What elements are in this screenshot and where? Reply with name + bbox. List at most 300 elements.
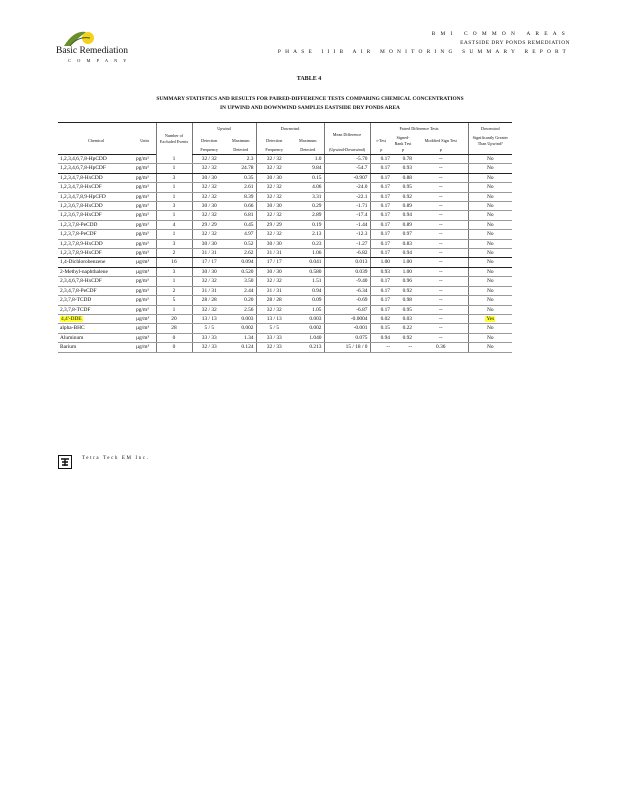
cell-sig: No bbox=[468, 249, 512, 258]
cell-ms-p: 0.36 bbox=[414, 343, 468, 352]
cell-up-freq: 32 / 33 bbox=[192, 343, 226, 352]
cell-up-freq: 30 / 30 bbox=[192, 267, 226, 276]
cell-up-freq: 30 / 30 bbox=[192, 173, 226, 182]
cell-dn-freq: 31 / 31 bbox=[256, 286, 292, 295]
cell-sig: No bbox=[468, 277, 512, 286]
col-signed-rank: Signed-Rank Test bbox=[394, 135, 412, 146]
cell-ms-p: -- bbox=[414, 324, 468, 333]
table-row bbox=[58, 220, 512, 229]
cell-mean-diff: -9.40 bbox=[324, 277, 370, 286]
cell-ms-p: -- bbox=[414, 155, 468, 164]
cell-mean-diff: 15 / 18 / 0 bbox=[324, 343, 370, 352]
cell-up-max: 0.520 bbox=[226, 267, 256, 276]
cell-up-freq: 31 / 31 bbox=[192, 286, 226, 295]
col-t-test: t-Test bbox=[370, 135, 392, 146]
cell-dn-freq: 32 / 32 bbox=[256, 230, 292, 239]
table-row bbox=[58, 296, 512, 305]
cell-up-freq: 17 / 17 bbox=[192, 258, 226, 267]
cell-chemical: 1,2,3,4,6,7,8-HpCDD bbox=[58, 155, 134, 164]
company-logo bbox=[56, 26, 146, 64]
cell-t-p: 0.17 bbox=[370, 296, 392, 305]
cell-t-p: 0.17 bbox=[370, 183, 392, 192]
tetra-tech-logo-icon bbox=[58, 455, 72, 469]
cell-excluded: 1 bbox=[156, 192, 192, 201]
cell-up-freq: 32 / 32 bbox=[192, 230, 226, 239]
company-name: Basic Remediation bbox=[56, 46, 129, 56]
cell-ms-p: -- bbox=[414, 173, 468, 182]
cell-mean-diff: -1.44 bbox=[324, 220, 370, 229]
cell-dn-max: 2.89 bbox=[292, 211, 324, 220]
cell-dn-freq: 5 / 5 bbox=[256, 324, 292, 333]
cell-up-max: 0.094 bbox=[226, 258, 256, 267]
cell-excluded: 1 bbox=[156, 211, 192, 220]
cell-dn-max: 0.580 bbox=[292, 267, 324, 276]
cell-sr-p: 0.89 bbox=[392, 202, 414, 211]
cell-chemical: 2,3,4,6,7,8-HxCDF bbox=[58, 277, 134, 286]
cell-t-p: 0.17 bbox=[370, 305, 392, 314]
cell-excluded: 1 bbox=[156, 230, 192, 239]
cell-ms-p: -- bbox=[414, 314, 468, 323]
cell-ms-p: -- bbox=[414, 164, 468, 173]
legend-text: Tetra Tech EM Inc. bbox=[82, 456, 150, 461]
legend bbox=[58, 455, 198, 469]
cell-dn-freq: 32 / 32 bbox=[256, 277, 292, 286]
table-row bbox=[58, 286, 512, 295]
table-row bbox=[58, 305, 512, 314]
cell-dn-max: 1.06 bbox=[292, 249, 324, 258]
table-title-line-1: SUMMARY STATISTICS AND RESULTS FOR PAIRED-DIFFERENCE TESTS COMPARING CHEMICAL CONCENTRATIONS bbox=[156, 96, 464, 102]
cell-excluded: 0 bbox=[156, 343, 192, 352]
cell-units: pg/m³ bbox=[134, 286, 156, 295]
cell-sr-p: 0.96 bbox=[392, 277, 414, 286]
cell-dn-max: 0.19 bbox=[292, 220, 324, 229]
cell-up-max: 3.50 bbox=[226, 277, 256, 286]
cell-units: pg/m³ bbox=[134, 239, 156, 248]
cell-up-max: 0.52 bbox=[226, 239, 256, 248]
cell-chemical: 1,2,3,7,8-PeCDD bbox=[58, 220, 134, 229]
cell-sr-p: 0.88 bbox=[392, 173, 414, 182]
cell-sr-p: 0.78 bbox=[392, 155, 414, 164]
cell-units: pg/m³ bbox=[134, 296, 156, 305]
cell-t-p: 0.17 bbox=[370, 249, 392, 258]
col-up-detection: Detection bbox=[192, 135, 226, 146]
cell-up-max: 0.35 bbox=[226, 173, 256, 182]
cell-chemical: 1,2,3,6,7,8-HxCDF bbox=[58, 211, 134, 220]
cell-units: pg/m³ bbox=[134, 249, 156, 258]
cell-chemical: Barium bbox=[58, 343, 134, 352]
cell-t-p: 0.17 bbox=[370, 220, 392, 229]
cell-mean-diff: -0.69 bbox=[324, 296, 370, 305]
table-row bbox=[58, 230, 512, 239]
table-row bbox=[58, 258, 512, 267]
cell-t-p: 0.17 bbox=[370, 155, 392, 164]
cell-chemical: 1,2,3,7,8,9-HxCDF bbox=[58, 249, 134, 258]
cell-excluded: 1 bbox=[156, 155, 192, 164]
cell-up-freq: 30 / 30 bbox=[192, 202, 226, 211]
cell-ms-p: -- bbox=[414, 296, 468, 305]
cell-ms-p: -- bbox=[414, 211, 468, 220]
cell-excluded: 1 bbox=[156, 164, 192, 173]
col-upwind-downwind: (Upwind-Downwind) bbox=[324, 146, 370, 155]
cell-units: pg/m³ bbox=[134, 220, 156, 229]
cell-dn-max: 0.09 bbox=[292, 296, 324, 305]
col-t-p: p bbox=[370, 146, 392, 155]
cell-dn-freq: 31 / 31 bbox=[256, 249, 292, 258]
cell-up-freq: 32 / 32 bbox=[192, 155, 226, 164]
cell-mean-diff: -0.001 bbox=[324, 324, 370, 333]
cell-dn-freq: 33 / 33 bbox=[256, 333, 292, 342]
cell-up-freq: 29 / 29 bbox=[192, 220, 226, 229]
col-ms-p: p bbox=[414, 146, 468, 155]
cell-ms-p: -- bbox=[414, 202, 468, 211]
col-sig-greater: Significantly Greater Than Upwind? bbox=[468, 135, 512, 146]
cell-excluded: 20 bbox=[156, 314, 192, 323]
cell-up-max: 1.34 bbox=[226, 333, 256, 342]
cell-dn-max: 9.84 bbox=[292, 164, 324, 173]
header-blank bbox=[58, 123, 134, 136]
cell-dn-freq: 32 / 32 bbox=[256, 211, 292, 220]
cell-sig: No bbox=[468, 192, 512, 201]
cell-sig: No bbox=[468, 220, 512, 229]
col-dn-detected: Detected bbox=[292, 146, 324, 155]
table-row bbox=[58, 267, 512, 276]
cell-chemical: 2-Methyl-naphthalene bbox=[58, 267, 134, 276]
cell-t-p: 0.17 bbox=[370, 211, 392, 220]
cell-mean-diff: -0.907 bbox=[324, 173, 370, 182]
cell-excluded: 3 bbox=[156, 239, 192, 248]
cell-ms-p: -- bbox=[414, 267, 468, 276]
cell-chemical: 1,2,3,4,7,8,9-HpCFD bbox=[58, 192, 134, 201]
cell-sig bbox=[468, 314, 512, 323]
cell-t-p: 0.17 bbox=[370, 173, 392, 182]
cell-excluded: 16 bbox=[156, 258, 192, 267]
cell-mean-diff: -54.7 bbox=[324, 164, 370, 173]
cell-chemical: alpha-BHC bbox=[58, 324, 134, 333]
cell-dn-max: 1.51 bbox=[292, 277, 324, 286]
cell-dn-freq: 30 / 30 bbox=[256, 239, 292, 248]
cell-chemical bbox=[58, 314, 134, 323]
cell-mean-diff: -12.3 bbox=[324, 230, 370, 239]
cell-sig: No bbox=[468, 343, 512, 352]
table-row bbox=[58, 173, 512, 182]
col-units: Units bbox=[140, 137, 150, 143]
cell-dn-freq: 30 / 30 bbox=[256, 202, 292, 211]
cell-mean-diff: -6.87 bbox=[324, 305, 370, 314]
cell-sr-p: 1.00 bbox=[392, 267, 414, 276]
cell-ms-p: -- bbox=[414, 286, 468, 295]
cell-mean-diff: -6.34 bbox=[324, 286, 370, 295]
cell-dn-freq: 32 / 32 bbox=[256, 305, 292, 314]
cell-sig: No bbox=[468, 230, 512, 239]
cell-sig: No bbox=[468, 183, 512, 192]
cell-chemical: 1,2,3,6,7,8-HxCDD bbox=[58, 202, 134, 211]
cell-up-max: 4.97 bbox=[226, 230, 256, 239]
cell-units: pg/m³ bbox=[134, 230, 156, 239]
col-chemical: Chemical bbox=[87, 137, 105, 143]
cell-mean-diff: -1.27 bbox=[324, 239, 370, 248]
cell-dn-freq: 17 / 17 bbox=[256, 258, 292, 267]
cell-chemical: 1,4-Dichlorobenzene bbox=[58, 258, 134, 267]
cell-sr-p: 0.92 bbox=[392, 333, 414, 342]
cell-units: pg/m³ bbox=[134, 173, 156, 182]
cell-ms-p: -- bbox=[414, 239, 468, 248]
cell-up-max: 24.78 bbox=[226, 164, 256, 173]
cell-up-max: 0.66 bbox=[226, 202, 256, 211]
cell-chemical: 1,2,3,4,6,7,8-HpCDF bbox=[58, 164, 134, 173]
cell-chemical: 1,2,3,7,8-PeCDF bbox=[58, 230, 134, 239]
cell-up-max: 2.61 bbox=[226, 183, 256, 192]
cell-sr-p: 0.92 bbox=[392, 192, 414, 201]
cell-up-max: 6.81 bbox=[226, 211, 256, 220]
cell-t-p: 0.94 bbox=[370, 333, 392, 342]
header-line-2: EASTSIDE DRY PONDS REMEDIATION bbox=[460, 40, 570, 46]
cell-dn-max: 0.15 bbox=[292, 173, 324, 182]
cell-dn-max: 2.13 bbox=[292, 230, 324, 239]
table-row bbox=[58, 211, 512, 220]
col-excluded: Number of Excluded Events bbox=[156, 123, 192, 155]
cell-dn-freq: 32 / 32 bbox=[256, 183, 292, 192]
header-line-3: PHASE IIIB AIR MONITORING SUMMARY REPORT bbox=[277, 49, 570, 55]
cell-t-p: -- bbox=[370, 343, 392, 352]
cell-sig: No bbox=[468, 305, 512, 314]
table-row bbox=[58, 249, 512, 258]
cell-excluded: 3 bbox=[156, 173, 192, 182]
cell-chemical: 1,2,3,7,8,9-HxCDD bbox=[58, 239, 134, 248]
cell-units: pg/m³ bbox=[134, 164, 156, 173]
cell-sig: No bbox=[468, 258, 512, 267]
cell-dn-max: 0.29 bbox=[292, 202, 324, 211]
cell-mean-diff: -17.4 bbox=[324, 211, 370, 220]
header-line-1: BMI COMMON AREAS bbox=[431, 31, 570, 37]
cell-dn-freq: 13 / 13 bbox=[256, 314, 292, 323]
cell-up-max: 0.003 bbox=[226, 314, 256, 323]
cell-sr-p: 0.94 bbox=[392, 249, 414, 258]
col-sr-p: p bbox=[392, 146, 414, 155]
cell-ms-p: -- bbox=[414, 183, 468, 192]
cell-sig: No bbox=[468, 239, 512, 248]
table-row bbox=[58, 343, 512, 352]
cell-units: pg/m³ bbox=[134, 305, 156, 314]
cell-sig: No bbox=[468, 155, 512, 164]
cell-units: pg/m³ bbox=[134, 192, 156, 201]
cell-up-freq: 31 / 31 bbox=[192, 249, 226, 258]
cell-excluded: 4 bbox=[156, 220, 192, 229]
table-row bbox=[58, 192, 512, 201]
col-up-detected: Detected bbox=[226, 146, 256, 155]
col-upwind: Upwind bbox=[192, 123, 256, 136]
col-mean-diff: Mean Difference bbox=[324, 123, 370, 147]
col-dn-maximum: Maximum bbox=[299, 137, 317, 143]
cell-t-p: 0.17 bbox=[370, 286, 392, 295]
cell-mean-diff: -1.71 bbox=[324, 202, 370, 211]
table-row bbox=[58, 333, 512, 342]
cell-chemical: 1,2,3,4,7,8-HxCDF bbox=[58, 183, 134, 192]
cell-sig: No bbox=[468, 164, 512, 173]
cell-chemical: 1,2,3,4,7,8-HxCDD bbox=[58, 173, 134, 182]
cell-sr-p: -- bbox=[392, 343, 414, 352]
cell-dn-max: 0.002 bbox=[292, 324, 324, 333]
cell-up-max: 0.124 bbox=[226, 343, 256, 352]
cell-excluded: 5 bbox=[156, 296, 192, 305]
cell-up-max: 2.62 bbox=[226, 249, 256, 258]
cell-sr-p: 0.95 bbox=[392, 305, 414, 314]
cell-ms-p: -- bbox=[414, 249, 468, 258]
cell-sig: No bbox=[468, 211, 512, 220]
cell-excluded: 3 bbox=[156, 267, 192, 276]
cell-sr-p: 0.03 bbox=[392, 314, 414, 323]
cell-ms-p: -- bbox=[414, 192, 468, 201]
cell-sig: No bbox=[468, 286, 512, 295]
cell-excluded: 0 bbox=[156, 333, 192, 342]
cell-dn-freq: 29 / 29 bbox=[256, 220, 292, 229]
cell-mean-diff: -6.82 bbox=[324, 249, 370, 258]
col-downwind-sig: Downwind bbox=[468, 123, 512, 136]
col-up-frequency: Frequency bbox=[192, 146, 226, 155]
cell-t-p: 1.00 bbox=[370, 258, 392, 267]
cell-ms-p: -- bbox=[414, 305, 468, 314]
cell-mean-diff: -24.0 bbox=[324, 183, 370, 192]
cell-units: µg/m³ bbox=[134, 258, 156, 267]
cell-t-p: 0.15 bbox=[370, 324, 392, 333]
cell-units: µg/m³ bbox=[134, 324, 156, 333]
col-modified-sign: Modified Sign Test bbox=[424, 137, 457, 143]
cell-excluded: 28 bbox=[156, 324, 192, 333]
cell-up-freq: 32 / 32 bbox=[192, 192, 226, 201]
cell-sr-p: 0.98 bbox=[392, 296, 414, 305]
highlight-mark: Yes bbox=[486, 315, 495, 322]
cell-t-p: 0.17 bbox=[370, 230, 392, 239]
cell-chemical: 2,3,7,8-TCDD bbox=[58, 296, 134, 305]
cell-excluded: 2 bbox=[156, 249, 192, 258]
cell-up-max: 0.002 bbox=[226, 324, 256, 333]
cell-dn-max: 3.31 bbox=[292, 192, 324, 201]
cell-t-p: 0.17 bbox=[370, 277, 392, 286]
cell-sr-p: 1.00 bbox=[392, 258, 414, 267]
cell-sr-p: 0.93 bbox=[392, 164, 414, 173]
cell-t-p: 0.02 bbox=[370, 314, 392, 323]
cell-chemical: 2,3,4,7,8-PeCDF bbox=[58, 286, 134, 295]
cell-dn-max: 0.003 bbox=[292, 314, 324, 323]
cell-sr-p: 0.95 bbox=[392, 183, 414, 192]
cell-up-freq: 13 / 13 bbox=[192, 314, 226, 323]
table-row bbox=[58, 277, 512, 286]
cell-dn-max: 0.23 bbox=[292, 239, 324, 248]
cell-up-max: 2.44 bbox=[226, 286, 256, 295]
cell-mean-diff: 0.013 bbox=[324, 258, 370, 267]
cell-units: µg/m³ bbox=[134, 314, 156, 323]
cell-mean-diff: 0.075 bbox=[324, 333, 370, 342]
cell-up-max: 2.3 bbox=[226, 155, 256, 164]
cell-excluded: 1 bbox=[156, 277, 192, 286]
cell-up-freq: 33 / 33 bbox=[192, 333, 226, 342]
cell-dn-max: 0.041 bbox=[292, 258, 324, 267]
cell-mean-diff: -22.1 bbox=[324, 192, 370, 201]
cell-sig: No bbox=[468, 296, 512, 305]
cell-chemical: 2,3,7,8-TCDF bbox=[58, 305, 134, 314]
table-row bbox=[58, 155, 512, 164]
cell-sr-p: 0.89 bbox=[392, 220, 414, 229]
cell-up-max: 0.45 bbox=[226, 220, 256, 229]
cell-up-freq: 32 / 32 bbox=[192, 305, 226, 314]
cell-dn-freq: 32 / 33 bbox=[256, 343, 292, 352]
summary-table bbox=[58, 122, 512, 353]
table-row bbox=[58, 164, 512, 173]
cell-sr-p: 0.97 bbox=[392, 230, 414, 239]
cell-up-freq: 32 / 32 bbox=[192, 277, 226, 286]
cell-dn-freq: 32 / 32 bbox=[256, 164, 292, 173]
cell-up-freq: 28 / 28 bbox=[192, 296, 226, 305]
col-downwind: Downwind bbox=[256, 123, 324, 136]
cell-t-p: 0.17 bbox=[370, 164, 392, 173]
cell-units: µg/m³ bbox=[134, 267, 156, 276]
cell-dn-max: 0.94 bbox=[292, 286, 324, 295]
cell-dn-max: 0.213 bbox=[292, 343, 324, 352]
cell-chemical: Aluminum bbox=[58, 333, 134, 342]
cell-dn-freq: 30 / 30 bbox=[256, 267, 292, 276]
company-line: C O M P A N Y bbox=[68, 58, 129, 63]
cell-up-max: 2.56 bbox=[226, 305, 256, 314]
cell-dn-freq: 32 / 32 bbox=[256, 155, 292, 164]
cell-units: µg/m³ bbox=[134, 333, 156, 342]
cell-dn-freq: 32 / 32 bbox=[256, 192, 292, 201]
cell-ms-p: -- bbox=[414, 230, 468, 239]
cell-units: pg/m³ bbox=[134, 211, 156, 220]
cell-ms-p: -- bbox=[414, 277, 468, 286]
table-label: TABLE 4 bbox=[296, 76, 322, 82]
table-row bbox=[58, 239, 512, 248]
cell-ms-p: -- bbox=[414, 220, 468, 229]
col-dn-detection: Detection bbox=[256, 135, 292, 146]
cell-sr-p: 0.83 bbox=[392, 239, 414, 248]
cell-sig: No bbox=[468, 324, 512, 333]
col-dn-frequency: Frequency bbox=[256, 146, 292, 155]
cell-sig: No bbox=[468, 173, 512, 182]
cell-sr-p: 0.22 bbox=[392, 324, 414, 333]
cell-units: pg/m³ bbox=[134, 183, 156, 192]
cell-up-freq: 32 / 32 bbox=[192, 211, 226, 220]
cell-sig: No bbox=[468, 267, 512, 276]
cell-sr-p: 0.92 bbox=[392, 286, 414, 295]
cell-excluded: 1 bbox=[156, 305, 192, 314]
table-title bbox=[80, 95, 540, 113]
cell-t-p: 0.93 bbox=[370, 267, 392, 276]
cell-mean-diff: -0.0004 bbox=[324, 314, 370, 323]
table-row bbox=[58, 183, 512, 192]
col-up-maximum: Maximum bbox=[232, 137, 250, 143]
cell-excluded: 1 bbox=[156, 183, 192, 192]
table-row bbox=[58, 324, 512, 333]
cell-mean-diff: 0.039 bbox=[324, 267, 370, 276]
cell-sig: No bbox=[468, 202, 512, 211]
sun-leaf-icon bbox=[60, 26, 100, 48]
table-row bbox=[58, 202, 512, 211]
cell-units: pg/m³ bbox=[134, 155, 156, 164]
cell-excluded: 2 bbox=[156, 286, 192, 295]
cell-units: pg/m³ bbox=[134, 202, 156, 211]
cell-mean-diff: -5.70 bbox=[324, 155, 370, 164]
cell-ms-p: -- bbox=[414, 258, 468, 267]
cell-units: µg/m³ bbox=[134, 343, 156, 352]
table-title-line-2: IN UPWIND AND DOWNWIND SAMPLES EASTSIDE DRY PONDS AREA bbox=[220, 105, 400, 111]
cell-up-freq: 30 / 30 bbox=[192, 239, 226, 248]
cell-up-freq: 5 / 5 bbox=[192, 324, 226, 333]
cell-dn-max: 4.06 bbox=[292, 183, 324, 192]
cell-t-p: 0.17 bbox=[370, 239, 392, 248]
cell-up-max: 0.20 bbox=[226, 296, 256, 305]
cell-t-p: 0.17 bbox=[370, 202, 392, 211]
cell-excluded: 3 bbox=[156, 202, 192, 211]
cell-up-max: 8.39 bbox=[226, 192, 256, 201]
